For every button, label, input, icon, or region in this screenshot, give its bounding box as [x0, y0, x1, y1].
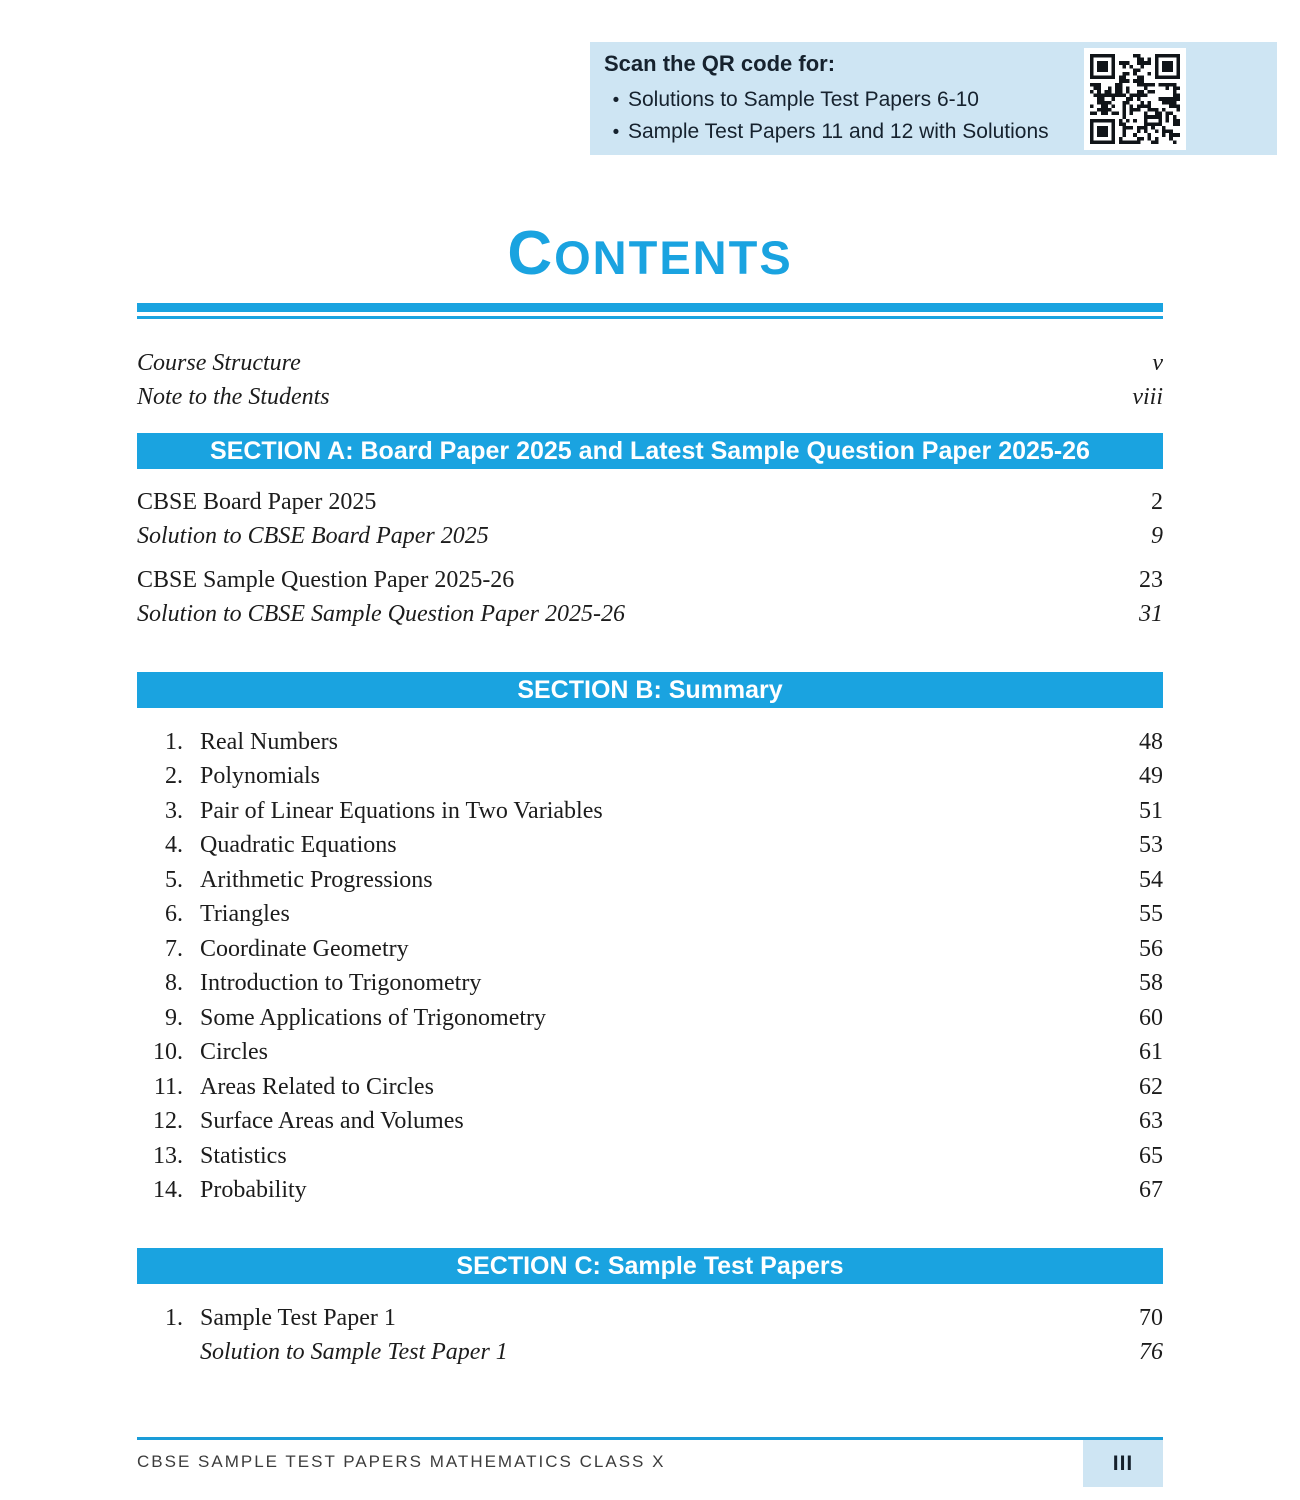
toc-entry-page: 31	[1139, 600, 1163, 627]
toc-entry-page: 51	[1139, 797, 1163, 824]
bullet-icon: •	[612, 122, 620, 143]
toc-entry-page: 49	[1139, 763, 1163, 790]
toc-entry-page: 70	[1139, 1304, 1163, 1331]
toc-entry-number: 5.	[165, 866, 183, 893]
toc-entry[interactable]	[137, 725, 1163, 760]
qr-callout	[590, 42, 1277, 155]
toc-entry-number: 13.	[153, 1142, 183, 1169]
toc-entry-label: Course Structure	[137, 349, 301, 376]
toc-entry[interactable]	[137, 932, 1163, 967]
toc-entry-number: 1.	[165, 1304, 183, 1331]
toc-entry-number: 14.	[153, 1177, 183, 1204]
toc-entry[interactable]	[137, 519, 1163, 553]
toc-entry-number: 8.	[165, 970, 183, 997]
toc-entry-label: Polynomials	[200, 763, 321, 790]
toc-entry-page: 62	[1139, 1073, 1163, 1100]
toc-entry[interactable]	[137, 760, 1163, 795]
toc-entry[interactable]	[137, 1301, 1163, 1335]
section-c-list	[137, 1301, 1163, 1369]
toc-entry-label: Solution to Sample Test Paper 1	[200, 1338, 508, 1365]
toc-entry-label: Quadratic Equations	[200, 832, 397, 859]
toc-entry-number: 7.	[165, 935, 183, 962]
toc-entry-number: 1.	[165, 728, 183, 755]
toc-entry-label: Solution to CBSE Board Paper 2025	[137, 522, 489, 549]
toc-entry-page: 23	[1139, 566, 1163, 593]
toc-entry[interactable]	[137, 829, 1163, 864]
toc-entry-page: 55	[1139, 901, 1163, 928]
toc-entry-number: 2.	[165, 763, 183, 790]
toc-entry-label: Solution to CBSE Sample Question Paper 2025-26	[137, 600, 625, 627]
toc-entry-label: CBSE Sample Question Paper 2025-26	[137, 566, 515, 593]
toc-entry-page: 61	[1139, 1039, 1163, 1066]
qr-callout-text	[604, 51, 1074, 148]
page-title-rest: ONTENTS	[554, 231, 793, 284]
toc-entry-page: 58	[1139, 970, 1163, 997]
toc-entry-page: v	[1152, 349, 1163, 376]
toc-entry-label: Pair of Linear Equations in Two Variables	[200, 797, 603, 824]
toc-entry[interactable]	[137, 563, 1163, 597]
toc-entry-page: 2	[1151, 488, 1163, 515]
toc-entry-number: 10.	[153, 1039, 183, 1066]
page-number-badge: III	[1083, 1440, 1163, 1487]
toc-entry-label: Coordinate Geometry	[200, 935, 409, 962]
title-divider	[137, 303, 1163, 319]
toc-entry[interactable]	[137, 346, 1163, 380]
qr-bullet-item	[604, 116, 1074, 148]
qr-bullet-item	[604, 84, 1074, 116]
toc-entry-label: CBSE Board Paper 2025	[137, 488, 377, 515]
toc-entry-label: Probability	[200, 1177, 307, 1204]
toc-entry-page: 54	[1139, 866, 1163, 893]
toc-entry[interactable]	[137, 794, 1163, 829]
toc-entry-number: 6.	[165, 901, 183, 928]
toc-entry-page: 65	[1139, 1142, 1163, 1169]
toc-entry[interactable]	[137, 1001, 1163, 1036]
toc-entry-label: Note to the Students	[137, 383, 330, 410]
page-title	[137, 219, 1163, 302]
section-b-header: SECTION B: Summary	[137, 672, 1163, 708]
bullet-icon: •	[612, 90, 620, 111]
toc-entry-page: viii	[1132, 383, 1163, 410]
toc-entry-page: 67	[1139, 1177, 1163, 1204]
toc-entry-label: Areas Related to Circles	[200, 1073, 434, 1100]
toc-entry-page: 48	[1139, 728, 1163, 755]
toc-entry-page: 53	[1139, 832, 1163, 859]
toc-entry-label: Arithmetic Progressions	[200, 866, 433, 893]
qr-bullet-label: Solutions to Sample Test Papers 6-10	[628, 88, 979, 111]
page-title-initial: C	[507, 219, 555, 288]
toc-entry-page: 76	[1139, 1338, 1163, 1365]
toc-entry-label: Triangles	[200, 901, 290, 928]
toc-entry-page: 9	[1151, 522, 1163, 549]
toc-entry-label: Surface Areas and Volumes	[200, 1108, 464, 1135]
toc-entry[interactable]	[137, 597, 1163, 631]
qr-callout-heading: Scan the QR code for:	[604, 51, 836, 76]
toc-entry[interactable]	[137, 1174, 1163, 1209]
toc-entry[interactable]	[137, 485, 1163, 519]
toc-entry-label: Some Applications of Trigonometry	[200, 1004, 547, 1031]
toc-entry-label: Sample Test Paper 1	[200, 1304, 396, 1331]
toc-entry-label: Introduction to Trigonometry	[200, 970, 482, 997]
qr-bullet-label: Sample Test Papers 11 and 12 with Solutions	[628, 120, 1049, 143]
toc-entry-number: 12.	[153, 1108, 183, 1135]
section-c-header: SECTION C: Sample Test Papers	[137, 1248, 1163, 1284]
footer-divider	[137, 1437, 1163, 1440]
toc-entry-number: 9.	[165, 1004, 183, 1031]
section-a-list	[137, 485, 1163, 631]
toc-entry-number: 11.	[153, 1073, 183, 1100]
toc-entry[interactable]	[137, 1105, 1163, 1140]
toc-entry-page: 63	[1139, 1108, 1163, 1135]
toc-entry[interactable]	[137, 898, 1163, 933]
toc-entry[interactable]	[137, 1335, 1163, 1369]
toc-entry[interactable]	[137, 967, 1163, 1002]
toc-entry-page: 56	[1139, 935, 1163, 962]
qr-code	[1084, 48, 1186, 150]
toc-entry-number: 3.	[165, 797, 183, 824]
toc-entry[interactable]	[137, 1070, 1163, 1105]
toc-entry-page: 60	[1139, 1004, 1163, 1031]
toc-entry[interactable]	[137, 863, 1163, 898]
toc-entry-label: Statistics	[200, 1142, 287, 1169]
footer-book-title: CBSE SAMPLE TEST PAPERS MATHEMATICS CLASS X	[137, 1452, 666, 1471]
toc-entry-number: 4.	[165, 832, 183, 859]
section-a-header: SECTION A: Board Paper 2025 and Latest Sample Question Paper 2025-26	[137, 433, 1163, 469]
toc-entry[interactable]	[137, 1036, 1163, 1071]
toc-entry[interactable]	[137, 380, 1163, 414]
toc-entry-label: Real Numbers	[200, 728, 338, 755]
section-b-list	[137, 725, 1163, 1208]
toc-entry[interactable]	[137, 1139, 1163, 1174]
toc-entry-label: Circles	[200, 1039, 268, 1066]
front-matter-list	[137, 346, 1163, 414]
